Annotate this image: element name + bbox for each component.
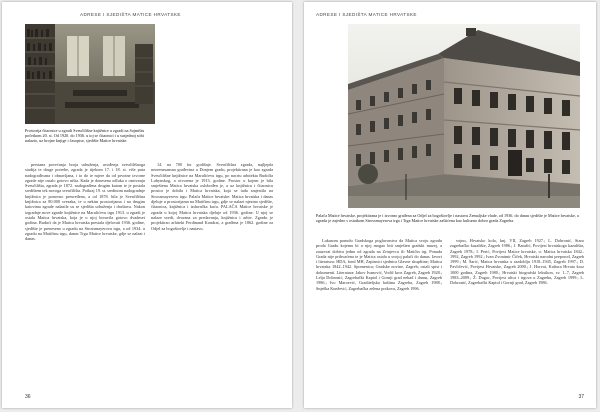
reading-room-photo (25, 24, 155, 124)
page-number-right: 37 (578, 394, 584, 400)
paragraph: 14. na 700 for godišnje. Sveučilišna zgrada, najljepša neorenesansna građevina u Donjem gradu, projektirana je kao zgrada Sveučilišne knjižnice na Marulićevu trgu, po nacrtu arhitekta Rudolfa Lubynskog, a otvorena je 1913. godine. Prostor u kojem je bila smještena Matica hrvatska oslobođen je, a uz knjižnicu i čitaonicu prostor je dobila i Matica hrvatska, koja se tada smjestila na Strossmayerovu trgu. Palača Matice hrvatske: Matica hrvatska i danas djeluje u prostorijama na Matičinu trgu, gdje se nalazi njezino sjedište, čitaonica, knjižnica i izdavačka kuća. PALAČA Matice hrvatske je zgrada u kojoj Matica hrvatska djeluje od 1936. godine. U njoj se nalaze uredi, dvorana za predavanja, knjižnica i arhiv. Zgradu je projektirao arhitekt Ferdinand Kondrat, a građena je 1862. godine za Odjel za bogoštovlje i nastavu. (151, 162, 273, 231)
photo-caption-right: Palača Matice hrvatske, projektirana je i izvorno građena za Odjel za bogoštovlje i nastavu Zemaljske vlade, od 1936. do danas sjedište je Matice hrvatske, a zgrada je zajedno s ostatkom Strossmayerova trga i Trga Matice hrvatske zaštićena kao kulturno dobro grada Zagreba. (316, 213, 579, 224)
palace-photo (348, 24, 580, 208)
running-head-right: ADRESE I SJEDIŠTA MATICE HRVATSKE (316, 12, 417, 17)
right-page (304, 2, 596, 408)
text-column-left-1 (25, 162, 145, 394)
paragraph: Lukasom ponudu Gradskoga poglavarstva da Matica svoju zgradu proda Gradu kojemu bi u njoj mogao biti smješten gradski muzej, a zauzvrat dobiva jednu od zgrada na Zrinjevcu ili Matičin trg. Ponuda Grada nije prihvaćena te je Matica ostala u svojoj palači do danas. Izvori i literatura: HDA, fond MH, Zapisnici sjednica Glavne skupštine; Matica hrvatska 1842–1942. Spomenica; Gradske novine, Zagreb; ostali spisi i dokumenti. Literatura: Jakov Ivanović, Vodič kroz Zagreb, Zagreb 1928.; Lelja Dobronić, Zagrebački Kaptol i Gornji grad nekad i danas, Zagreb 1986.; Ivo Maroević, Graditeljska baština Zagreba, Zagreb 1988.; Snješka Knežević, Zagrebačka zelena potkova, Zagreb 1996. (316, 238, 442, 291)
running-head-left: ADRESE I SJEDIŠTA MATICE HRVATSKE (80, 12, 181, 17)
page-number-left: 36 (25, 394, 31, 400)
photo-caption-left: Prostorija čitaonice u zgradi Sveučilišne knjižnice u zgradi na Sajmištu početkom 20. st. Od 1920. do 1936. u toj se čitaonici i u susjednoj sobi nalazio, uz brojne knjige i časopise, sjedište Matice hrvatske. (25, 128, 145, 144)
left-page (2, 2, 292, 408)
text-column-left-2 (151, 162, 273, 394)
text-column-right-2 (450, 238, 584, 394)
paragraph: vojno, Hrvatsko kolo, knj. VII, Zagreb 1927.; L. Dobronić, Staro zagrebačko kazalište, Zagreb 1986.; J. Batušić, Povijest hrvatskoga kazališta, Zagreb 1978.; I. Perić, Povijest Matice hrvatske, u: Matica hrvatska 1842–1992, Zagreb 1992.; Ivan Zvonimir Čiček, Hrvatski narodni preporod, Zagreb 1999.; M. Šarić, Matica hrvatska u razdoblju 1918–1945, Zagreb 1997.; D. Pavličević, Povijest Hrvatske, Zagreb 2000.; J. Horvat, Kultura Hrvata kroz 1000 godina, Zagreb 1980.; Hrvatski biografski leksikon, sv. 1–7, Zagreb 1983–2009.; Ž. Dugac, Povijest ulica i trgova u Zagrebu, Zagreb 1999.; L. Dobronić, Zagrebački Kaptol i Gornji grad, Zagreb 1986. (450, 238, 584, 286)
text-column-right-1 (316, 238, 442, 394)
paragraph: prestana povećanja broja udruženja, uvođenja sveučilišnoga studija te druge potrebe, zgrada je tijekom 17. i 18. st. više puta nadograđivana i obnavljana, i to do te mjere da od prvotne izvorne zgrade nije ostalo gotovo ništa. Kada je donesena odluka o osnivanju Sveučilišta, zgrada je 1872. nadograđena drugim katom te je postala središtem tek novoga sveučilišta. Potkraj 19. st. sredinom nadogradnje knjižnica je ponovno preuređena, a od 1878. bila je Sveučilišna knjižnica za 80.000 svezaka, te u nekim prostorijama i na drugim katovima zgrade nalazile su se sjedišta udruženja i društava. Nakon izgradnje nove zgrade knjižnice na Marulićevu trgu 1913. u zgradi je ostala Matica hrvatska, koja je u njoj boravila gotovo dvadeset godina. Budući da je Matica hrvatska prestala djelovati 1936. godine, sjedište je preneseno u zgradu na Strossmayerovu trgu, a od 1934. u zgradu na Matičinu trgu, danas Trgu Matice hrvatske, gdje se nalazi i danas. (25, 162, 145, 242)
